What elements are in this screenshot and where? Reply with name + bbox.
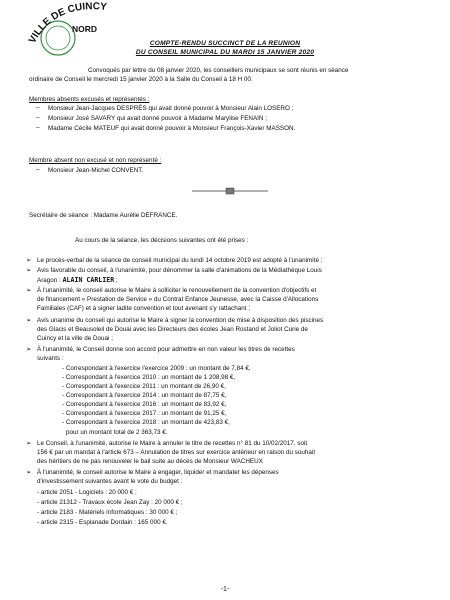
dash-bullet: – xyxy=(36,166,40,173)
report-subtitle: DU CONSEIL MUNICIPAL DU MARDI 15 JANVIER 2020 xyxy=(135,49,315,56)
decision-3-line-2: de financement « Prestation de Service » du Contrat Enfance Jeunesse, avec la Caisse d'Allocations xyxy=(37,296,319,303)
decision-7-line-2: d'investissement suivantes avant le vote du budget : xyxy=(37,478,183,485)
intro-line-2: ordinaire de Conseil le mercredi 15 janvier 2020 à la Salle du Conseil à 18 H 00. xyxy=(29,76,253,83)
absent-not-excused-title: Membre absent non excusé et non représenté : xyxy=(29,157,162,164)
decision-3-line-3: Familiales (CAF) et à signer ladite convention et tout avenant s'y rattachant ; xyxy=(37,305,250,312)
dash-bullet: – xyxy=(36,124,40,131)
decision-1: Le procès-verbal de la séance de conseil municipal du lundi 14 octobre 2019 est adopté à l'unanimité ; xyxy=(37,257,323,264)
decision-4-line-3: Cuincy et la ville de Douai ; xyxy=(37,335,113,342)
write-off-item: - Correspondant à l'exercice 2018 : un montant de 423,83 €, xyxy=(62,419,230,426)
write-off-item: - Correspondant à l'exercice 2017 : un montant de 91,25 €, xyxy=(62,410,227,417)
write-off-item: - Correspondant à l'exercice l'exercice 2009 : un montant de 7,84 €, xyxy=(62,365,251,372)
decision-2-suffix: ; xyxy=(114,277,118,284)
decision-4-line-1: Avis unanime du conseil qui autorise le Maire à signer la convention de mise à disposition des piscines xyxy=(37,317,324,324)
decisions-intro: Au cours de la séance, les décisions suivantes ont été prises : xyxy=(75,237,249,244)
decision-5-line-2: suivants : xyxy=(37,355,64,362)
arrow-bullet-icon: ➢ xyxy=(26,469,32,476)
dash-bullet: – xyxy=(36,114,40,121)
investment-item: - article 2051 - Logiciels : 20 000 € ; xyxy=(37,489,137,496)
decision-6-line-1: Le Conseil, à l'unanimité, autorise le Maire à annuler le titre de recettes n° 81 du 10/02/2017, soit xyxy=(37,440,308,447)
arrow-bullet-icon: ➢ xyxy=(26,287,32,294)
decision-4-line-2: des Glacis et Beausoleil de Douai avec les Directeurs des écoles Jean Rostand et Joliot Curie de xyxy=(37,326,308,333)
absent-not-excused-item: Monsieur Jean-Michel CONVENT. xyxy=(48,167,144,174)
decision-5-line-1: À l'unanimité, le Conseil donne son accord pour admettre en non valeur les titres de recettes xyxy=(37,346,295,353)
write-off-total: pour un montant total de 2 363,73 €. xyxy=(66,429,168,436)
secretary-line: Secrétaire de séance : Madame Aurélie DEFRANCE. xyxy=(29,212,178,219)
absent-excused-item: Monsieur José SAVARY qui avait donné pouvoir à Madame Marylise FENAIN ; xyxy=(48,115,267,122)
logo-text-nord: NORD xyxy=(72,24,98,34)
arrow-bullet-icon: ➢ xyxy=(26,440,32,447)
decision-6-line-3: des héritiers de ne pas renouveler le bail suite au décès de Monsieur WACHEUX xyxy=(37,458,263,465)
write-off-item: - Correspondant à l'exercice 2016 : un montant de 83,92 €, xyxy=(62,401,227,408)
decision-2-prefix: Aragon : xyxy=(37,277,63,284)
ornament-separator xyxy=(192,187,268,195)
decision-6-line-2: 156 € par un mandat à l'article 673 – Annulation de titres sur exercice antérieur en raison du souhait xyxy=(37,449,316,456)
arrow-bullet-icon: ➢ xyxy=(26,346,32,353)
decision-7-line-1: À l'unanimité, le conseil autorise le Maire à engager, liquider et mandater les dépenses xyxy=(37,469,279,476)
absent-excused-item: Madame Cécile MATEUF qui avait donné pouvoir à Monsieur François-Xavier MASSON. xyxy=(48,125,296,132)
decision-2-line-2 xyxy=(37,276,118,285)
write-off-item: - Correspondant à l'exercice 2011 : un montant de 26,90 €, xyxy=(62,383,226,390)
page-number: -1- xyxy=(220,586,230,593)
arrow-bullet-icon: ➢ xyxy=(26,257,32,264)
decision-2-line-1: Avis favorable du conseil, à l'unanimité, pour dénommer la salle d'animations de la Médiathèque Louis xyxy=(37,267,322,274)
investment-item: - article 2183 - Matériels informatiques : 30 000 € ; xyxy=(37,509,178,516)
absent-excused-item: Monsieur Jean-Jacques DESPRÈS qui avait donné pouvoir à Monsieur Alain LOSERO ; xyxy=(48,105,294,112)
logo-text-ville-de-cuincy: VILLE DE CUINCY xyxy=(26,1,108,46)
write-off-item: - Correspondant à l'exercice 2010 : un montant de 1 208,98 €, xyxy=(62,374,236,381)
arrow-bullet-icon: ➢ xyxy=(26,267,32,274)
dash-bullet: – xyxy=(36,104,40,111)
arrow-bullet-icon: ➢ xyxy=(26,317,32,324)
intro-line-1: Convoqués par lettre du 08 janvier 2020, les conseillers municipaux se sont réunis en séance xyxy=(88,67,349,74)
write-off-item: - Correspondant à l'exercice 2014 : un montant de 87,75 €, xyxy=(62,392,227,399)
investment-item: - article 21312 - Travaux école Jean Zay : 20 000 € ; xyxy=(37,499,183,506)
report-title: COMPTE-RENDU SUCCINCT DE LA REUNION xyxy=(149,40,301,47)
hall-name: ALAIN CARLIER xyxy=(62,276,115,284)
investment-item: - article 2315 - Esplanade Dordain : 165 000 €. xyxy=(37,519,168,526)
decision-3-line-1: À l'unanimité, le conseil autorise le Maire à solliciter le renouvellement de la convention d'objectifs et xyxy=(37,287,317,294)
absents-excused-title: Membres absents excusés et représentés : xyxy=(29,96,150,103)
